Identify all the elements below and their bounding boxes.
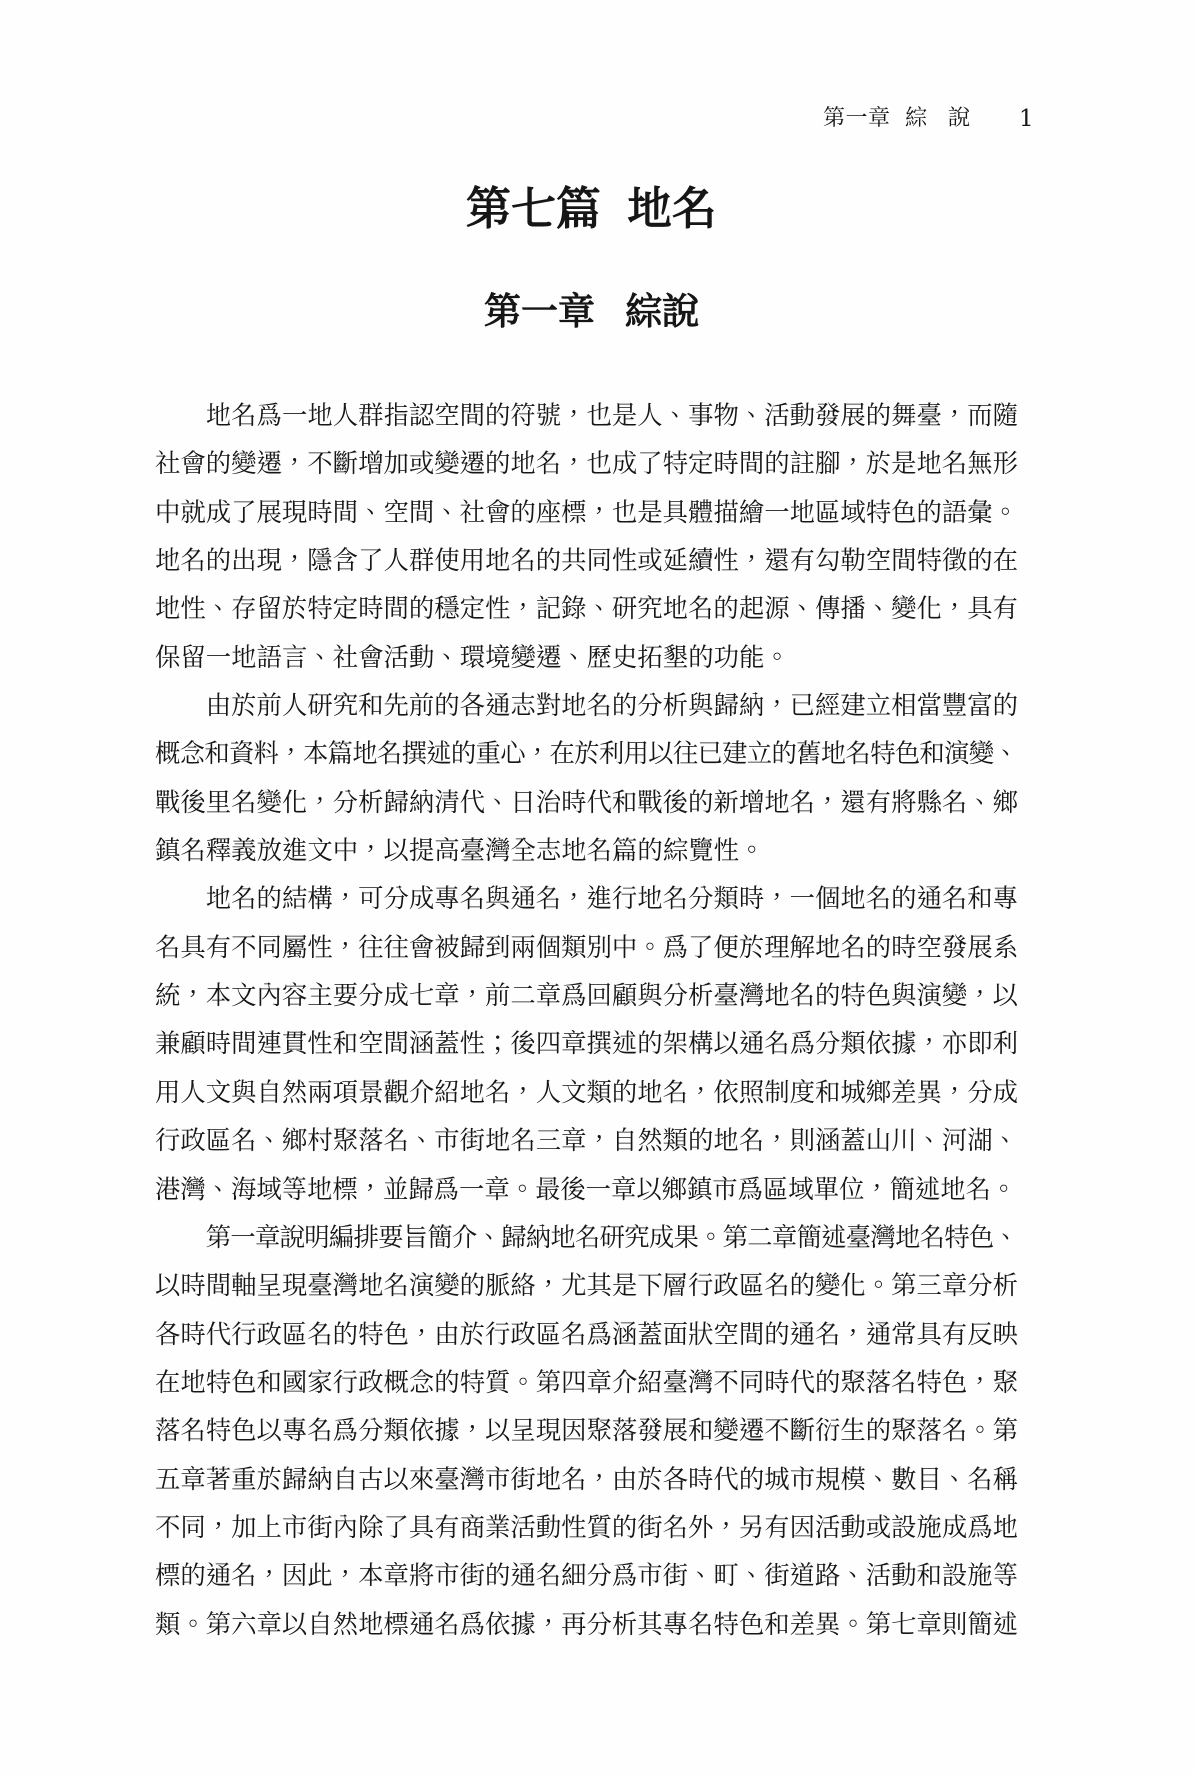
body-text-line: 地性、存留於特定時間的穩定性，記錄、研究地名的起源、傳播、變化，具有: [155, 593, 1018, 624]
body-paragraph: [155, 391, 1018, 681]
body-text-line: 以時間軸呈現臺灣地名演變的脈絡，尤其是下層行政區名的變化。第三章分析: [155, 1270, 1018, 1301]
body-text-line: 社會的變遷，不斷增加或變遷的地名，也成了特定時間的註腳，於是地名無形: [155, 448, 1018, 479]
part-number: 第七篇: [466, 182, 602, 235]
body-text: [155, 391, 1018, 1648]
body-text-line: 五章著重於歸納自古以來臺灣市街地名，由於各時代的城市規模、數目、名稱: [155, 1463, 1018, 1494]
running-head-title: 綜說: [905, 106, 992, 131]
part-title: 地名: [627, 182, 718, 235]
chapter-number: 第一章: [484, 289, 595, 333]
body-text-line: 鎮名釋義放進文中，以提高臺灣全志地名篇的綜覽性。: [155, 835, 765, 866]
body-paragraph: [155, 874, 1018, 1212]
body-text-line: 在地特色和國家行政概念的特質。第四章介紹臺灣不同時代的聚落名特色，聚: [155, 1366, 1018, 1397]
body-text-line: 兼顧時間連貫性和空間涵蓋性；後四章撰述的架構以通名爲分類依據，亦即利: [155, 1028, 1018, 1059]
body-text-line: 第一章說明編排要旨簡介、歸納地名研究成果。第二章簡述臺灣地名特色、: [205, 1221, 1018, 1252]
body-text-line: 戰後里名變化，分析歸納清代、日治時代和戰後的新增地名，還有將縣名、鄉: [155, 786, 1018, 817]
body-text-line: 用人文與自然兩項景觀介紹地名，人文類的地名，依照制度和城鄉差異，分成: [155, 1076, 1018, 1107]
body-text-line: 行政區名、鄉村聚落名、市街地名三章，自然類的地名，則涵蓋山川、河湖、: [155, 1125, 1018, 1156]
body-text-line: 地名的出現，隱含了人群使用地名的共同性或延續性，還有勾勒空間特徵的在: [155, 545, 1018, 576]
body-paragraph: [155, 681, 1018, 874]
running-head-chapter: 第一章: [823, 106, 891, 131]
body-text-line: 名具有不同屬性，往往會被歸到兩個類別中。爲了便於理解地名的時空發展系: [155, 931, 1018, 962]
body-text-line: 落名特色以專名爲分類依據，以呈現因聚落發展和變遷不斷衍生的聚落名。第: [155, 1415, 1018, 1446]
body-text-line: 各時代行政區名的特色，由於行政區名爲涵蓋面狀空間的通名，通常具有反映: [155, 1318, 1018, 1349]
body-text-line: 不同，加上市街內除了具有商業活動性質的街名外，另有因活動或設施成爲地: [155, 1511, 1018, 1542]
body-text-line: 地名爲一地人群指認空間的符號，也是人、事物、活動發展的舞臺，而隨: [205, 400, 1018, 430]
body-paragraph: [155, 1213, 1018, 1648]
body-text-line: 統，本文內容主要分成七章，前二章爲回顧與分析臺灣地名的特色與演變，以: [155, 980, 1018, 1011]
body-text-line: 保留一地語言、社會活動、環境變遷、歷史拓墾的功能。: [155, 641, 790, 672]
body-text-line: 由於前人研究和先前的各通志對地名的分析與歸納，已經建立相當豐富的: [205, 690, 1018, 721]
body-text-line: 港灣、海域等地標，並歸爲一章。最後一章以鄉鎮市爲區域單位，簡述地名。: [155, 1173, 1017, 1204]
chapter-title: 綜說: [625, 289, 699, 333]
page-number: 1: [1019, 106, 1034, 132]
body-text-line: 標的通名，因此，本章將市街的通名細分爲市街、町、街道路、活動和設施等: [155, 1560, 1018, 1591]
body-text-line: 類。第六章以自然地標通名爲依據，再分析其專名特色和差異。第七章則簡述: [155, 1608, 1018, 1639]
body-text-line: 地名的結構，可分成專名與通名，進行地名分類時，一個地名的通名和專: [205, 883, 1018, 914]
body-text-line: 中就成了展現時間、空間、社會的座標，也是具體描繪一地區域特色的語彙。: [155, 496, 1018, 527]
body-text-line: 概念和資料，本篇地名撰述的重心，在於利用以往已建立的舊地名特色和演變、: [155, 738, 1018, 769]
